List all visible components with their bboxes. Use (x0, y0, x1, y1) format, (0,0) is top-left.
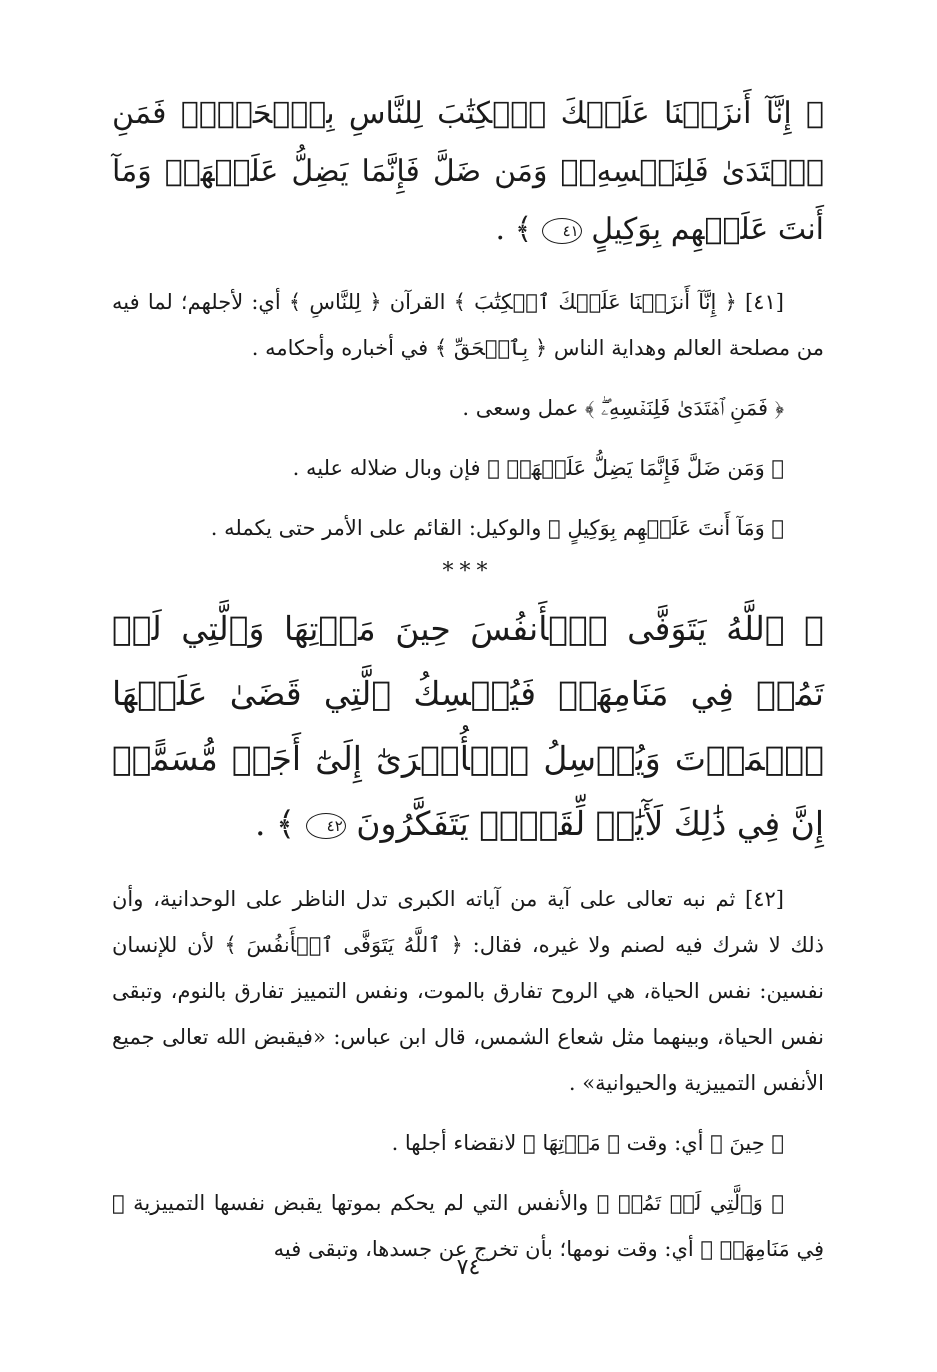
section-separator: *** (442, 559, 494, 584)
tafsir-42-paragraph-1: [٤٢] ثم نبه تعالى على آية من آياته الكبرى تدل الناظر على الوحدانية، وأن ذلك لا شرك فيه لصنم ولا غيره، فقال: ﴿ ٱللَّهُ يَتَوَفَّى ٱلۡأَنفُسَ ﴾ لأن للإنسان نفسين: نفس الحياة، هي الروح تفارق بالموت، ونفس التمييز تفارق بالنوم، وتبقى نفس الحياة، وبينهما مثل شعاع الشمس، قال ابن عباس: «فيقبض الله تعالى جميع الأنفس التمييزية والحيوانية» . (112, 887, 824, 1095)
ayah-41-end: ﴾ . (495, 212, 533, 247)
page-number: ٧٤ (456, 1255, 481, 1280)
tafsir-41-paragraph-4: ﴿ وَمَآ أَنتَ عَلَيۡهِم بِوَكِيلٍ ﴾ والوكيل: القائم على الأمر حتى يكمله . (210, 516, 784, 540)
ayah-42-text: ﴿ ٱللَّهُ يَتَوَفَّى ٱلۡأَنفُسَ حِينَ مَوۡتِهَا وَٱلَّتِي لَمۡ تَمُتۡ فِي مَنَامِهَاۖ فَيُمۡسِكُ ٱلَّتِي قَضَىٰ عَلَيۡهَا ٱلۡمَوۡتَ وَيُرۡسِلُ ٱلۡأُخۡرَىٰٓ إِلَىٰٓ أَجَلٖ مُّسَمًّىۚ إِنَّ فِي ذَٰلِكَ لَأٓيَٰتٖ لِّقَوۡمٖ يَتَفَكَّرُونَ (112, 609, 824, 843)
ayah-41 (112, 85, 824, 259)
tafsir-41-paragraph-3: ﴿ وَمَن ضَلَّ فَإِنَّمَا يَضِلُّ عَلَيۡهَاۖ ﴾ فإن وبال ضلاله عليه . (292, 456, 784, 480)
ayah-42 (112, 596, 824, 856)
verse-number-41: ٤١ (542, 218, 582, 244)
verse-number-42: ٤٢ (306, 813, 346, 839)
ayah-41-text: ﴿ إِنَّآ أَنزَلۡنَا عَلَيۡكَ ٱلۡكِتَٰبَ لِلنَّاسِ بِٱلۡحَقِّۖ فَمَنِ ٱهۡتَدَىٰ فَلِنَفۡسِهِۦۖ وَمَن ضَلَّ فَإِنَّمَا يَضِلُّ عَلَيۡهَاۖ وَمَآ أَنتَ عَلَيۡهِم بِوَكِيلٍ (112, 96, 824, 247)
tafsir-41-paragraph-1: [٤١] ﴿ إِنَّآ أَنزَلۡنَا عَلَيۡكَ ٱلۡكِتَٰبَ ﴾ القرآن ﴿ لِلنَّاسِ ﴾ أي: لأجلهم؛ لما فيه من مصلحة العالم وهداية الناس ﴿ بِٱلۡحَقِّ ﴾ في أخباره وأحكامه . (112, 290, 824, 360)
page-body (112, 85, 824, 1272)
ayah-42-end: ﴾ . (254, 804, 296, 843)
tafsir-42-paragraph-2: ﴿ حِينَ ﴾ أي: وقت ﴿ مَوۡتِهَا ﴾ لانقضاء أجلها . (391, 1131, 784, 1155)
tafsir-42-paragraph-3: ﴿ وَٱلَّتِي لَمۡ تَمُتۡ ﴾ والأنفس التي لم يحكم بموتها يقبض نفسها التمييزية ﴿ فِي مَنَامِهَاۖ ﴾ أي: وقت نومها؛ بأن تخرج عن جسدها، وتبقى فيه (112, 1191, 824, 1261)
tafsir-41-paragraph-2: ﴿ فَمَنِ ٱهۡتَدَىٰ فَلِنَفۡسِهِۦۖ ﴾ عمل وسعى . (462, 396, 784, 420)
